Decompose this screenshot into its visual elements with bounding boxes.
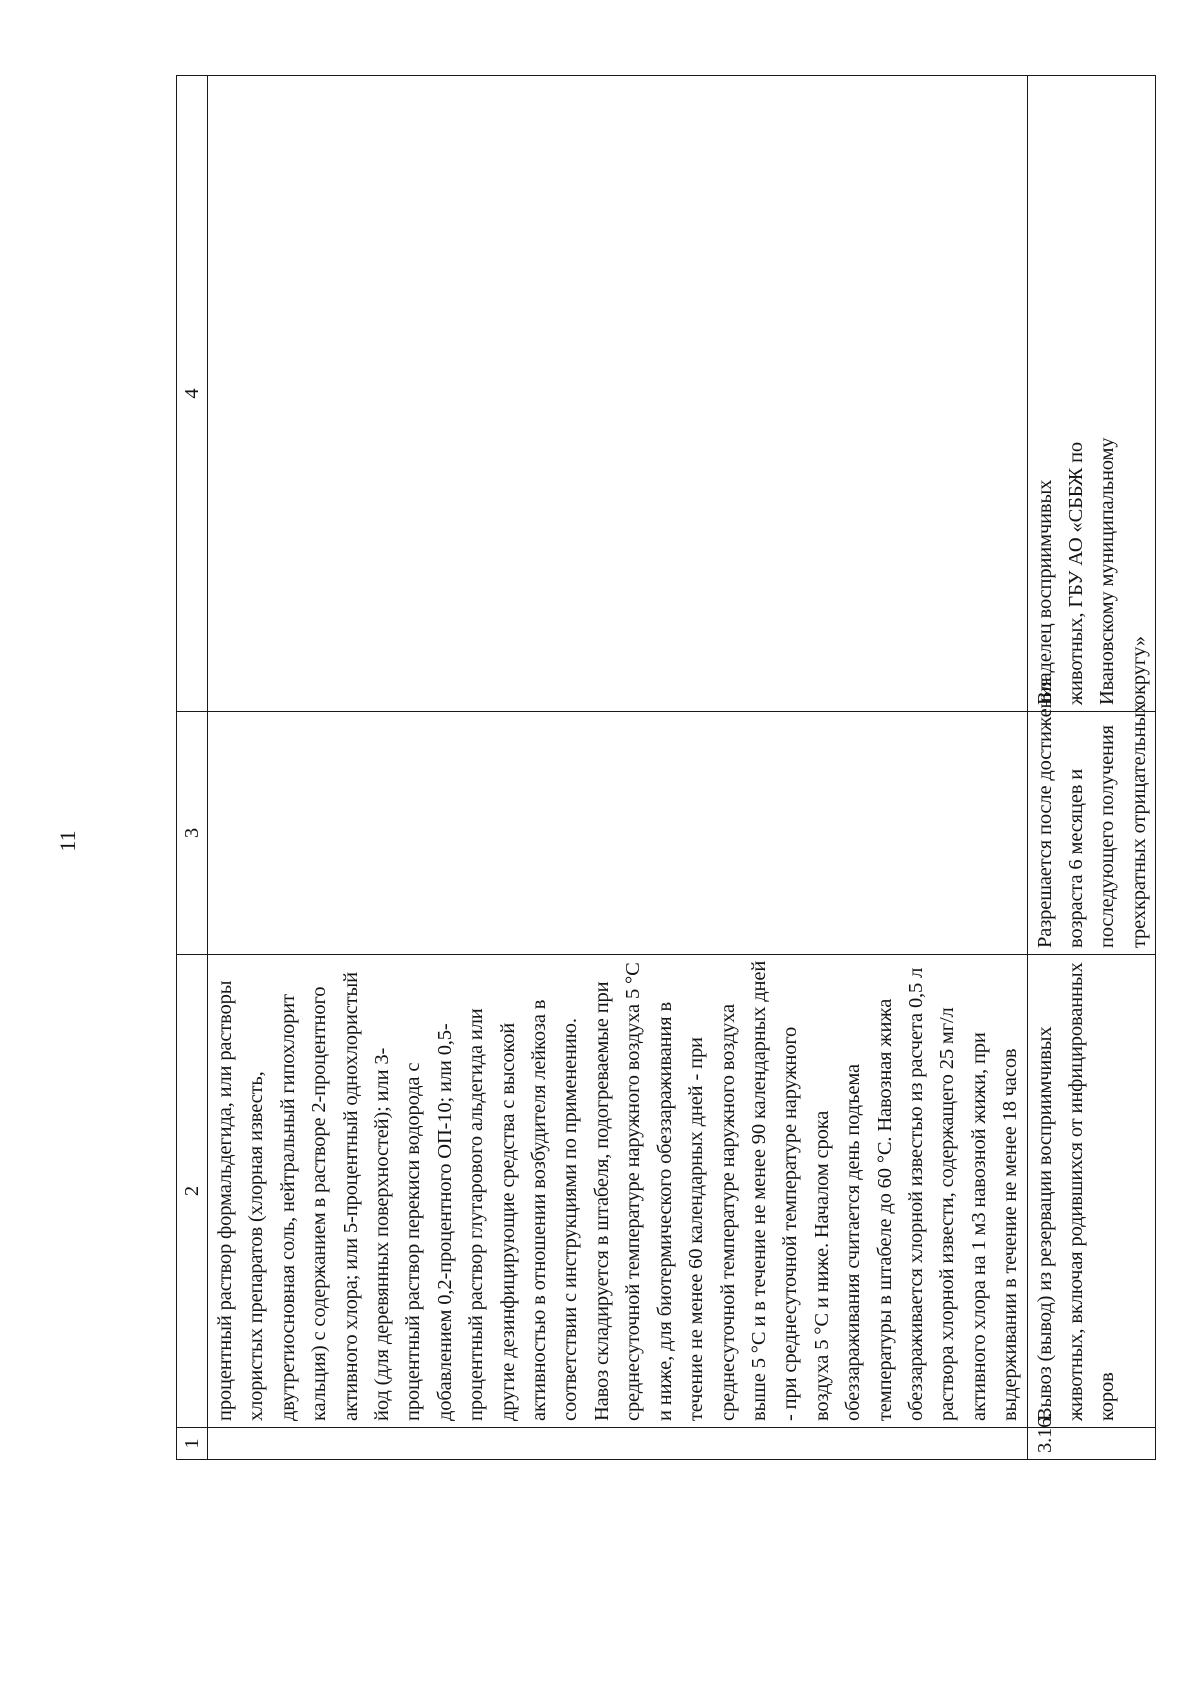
responsible-text [1030, 82, 1156, 705]
header-cell-2: 2 [177, 955, 208, 1428]
page-number: 11 [55, 830, 80, 852]
text-line: выше 5 °С и в течение не менее 90 календарных дней [747, 960, 770, 1421]
text-line: Ивановскому муниципальному [1096, 437, 1119, 705]
text-line: обеззараживается хлорной известью из расчета 0,5 л [904, 967, 927, 1421]
text-line: другие дезинфицирующие средства с высокой [496, 1022, 519, 1421]
measures-table [176, 75, 1156, 1460]
text-line: выдерживании в течение не менее 18 часов [999, 1048, 1022, 1421]
text-line: Владелец восприимчивых [1033, 479, 1056, 705]
text-line: среднесуточной температуре наружного воздуха [716, 1004, 739, 1421]
text-line: процентный раствор формальдегида, или растворы [214, 980, 236, 1421]
text-line: среднесуточной температуре наружного воздуха 5 °С [622, 962, 645, 1421]
text-line: процентный раствор перекиси водорода с [402, 1062, 425, 1421]
terms-text [1030, 677, 1156, 948]
text-line: активностью в отношении возбудителя лейкоза в [528, 999, 551, 1421]
text-line: - при среднесуточной температуре наружного [779, 1026, 802, 1421]
table-row-3-16 [1027, 76, 1156, 1460]
text-line: животных, ГБУ АО «СББЖ по [1064, 441, 1087, 705]
text-line: течение не менее 60 календарных дней - при [685, 1037, 708, 1421]
responsible-cell [208, 76, 1028, 712]
table-row-continued [208, 76, 1028, 1460]
text-line: активного хлора; или 5-процентный однохлористый [339, 972, 362, 1421]
text-line: йод (для деревянных поверхностей); или 3- [371, 1047, 394, 1421]
responsible-cell [1027, 76, 1156, 712]
text-line: округу» [1127, 636, 1150, 705]
terms-cell [1027, 677, 1156, 955]
text-line: и ниже, для биотермического обеззараживания в [653, 1002, 676, 1421]
measure-cell [208, 955, 1028, 1428]
text-line: Разрешается после достижения [1033, 677, 1056, 948]
text-line: активного хлора на 1 м3 навозной жижи, при [967, 1032, 990, 1421]
header-cell-4: 4 [177, 76, 208, 712]
text-line: животных, включая родившихся от инфицированных [1064, 962, 1087, 1421]
terms-cell [208, 712, 1028, 955]
text-line: хлористых препаратов (хлорная известь, [245, 1071, 268, 1421]
text-line: температуры в штабеле до 60 °С. Навозная жижа [873, 998, 896, 1421]
header-cell-3: 3 [177, 712, 208, 955]
text-line: последующего получения [1096, 725, 1119, 948]
text-line: процентный раствор глутарового альдегида или [465, 1008, 488, 1421]
table-header-row [177, 76, 208, 1460]
row-number-cell: 3.16. [1027, 1428, 1156, 1460]
text-line: добавлением 0,2-процентного ОП-10; или 0,5- [433, 1023, 456, 1421]
text-line: Навоз складируется в штабеля, подогреваемые при [590, 981, 613, 1421]
rotated-table-inner [176, 76, 1150, 1460]
text-line: обеззараживания считается день подъема [842, 1064, 865, 1421]
text-line: раствора хлорной извести, содержащего 25 мг/л [936, 1007, 959, 1421]
measure-text [210, 961, 1027, 1421]
text-line: соответствии с инструкциями по применению. [559, 1018, 582, 1421]
measure-text [1030, 961, 1124, 1421]
text-line: возраста 6 месяцев и [1064, 768, 1087, 948]
text-line: воздуха 5 °С и ниже. Началом срока [810, 1110, 833, 1421]
rotated-table-container [176, 76, 1150, 1460]
measure-cell [1027, 955, 1156, 1428]
row-number-cell [208, 1428, 1028, 1460]
text-line: двутретиосновная соль, нейтральный гипохлорит [276, 994, 299, 1421]
text-line: трехкратных отрицательных [1127, 702, 1150, 948]
text-line: коров [1096, 1372, 1119, 1421]
text-line: кальция) с содержанием в растворе 2-процентного [308, 986, 331, 1421]
header-cell-1: 1 [177, 1428, 208, 1460]
text-line: Вывоз (вывод) из резервации восприимчивых [1033, 1026, 1056, 1421]
